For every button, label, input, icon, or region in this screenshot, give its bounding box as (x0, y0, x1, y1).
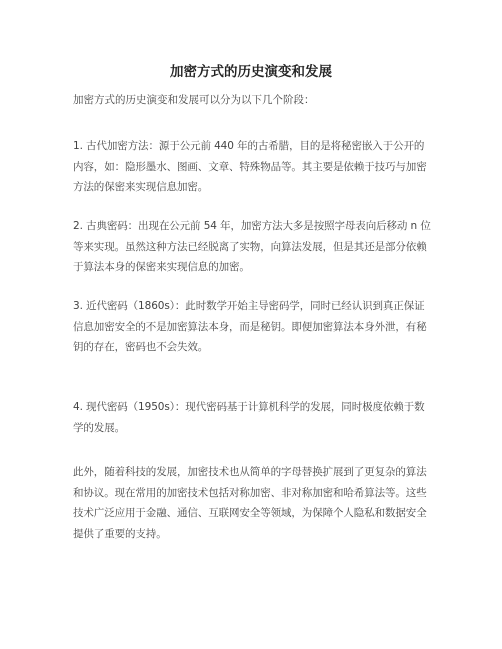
paragraph-classical-cipher: 2. 古典密码：出现在公元前 54 年，加密方法大多是按照字母表向后移动 n 位等来实现。虽然这种方法已经脱离了实物，向算法发展，但是其还是部分依赖于算法本身的保密来实现信息的加密。 (73, 220, 431, 273)
paragraph-modern-era-cipher: 3. 近代密码（1860s）：此时数学开始主导密码学，同时已经认识到真正保证信息加密安全的不是加密算法本身，而是秘钥。即便加密算法本身外泄，有秘钥的存在，密码也不会失效。 (73, 300, 427, 353)
paragraph-conclusion: 此外，随着科技的发展，加密技术也从简单的字母替换扩展到了更复杂的算法和协议。现在常用的加密技术包括对称加密、非对称加密和哈希算法等。这些技术广泛应用于金融、通信、互联网安全等领域，为保障个人隐私和数据安全提供了重要的支持。 (73, 466, 427, 540)
paragraph-ancient-encryption: 1. 古代加密方法：源于公元前 440 年的古希腊，目的是将秘密嵌入于公开的内容，如：隐形墨水、图画、文章、特殊物品等。其主要是依赖于技巧与加密方法的保密来实现信息加密。 (73, 140, 427, 193)
paragraph-contemporary-cipher: 4. 现代密码（1950s）：现代密码基于计算机科学的发展，同时极度依赖于数学的发展。 (73, 401, 425, 434)
document-title: 加密方式的历史演变和发展 (170, 64, 332, 80)
intro-text: 加密方式的历史演变和发展可以分为以下几个阶段： (73, 94, 315, 106)
